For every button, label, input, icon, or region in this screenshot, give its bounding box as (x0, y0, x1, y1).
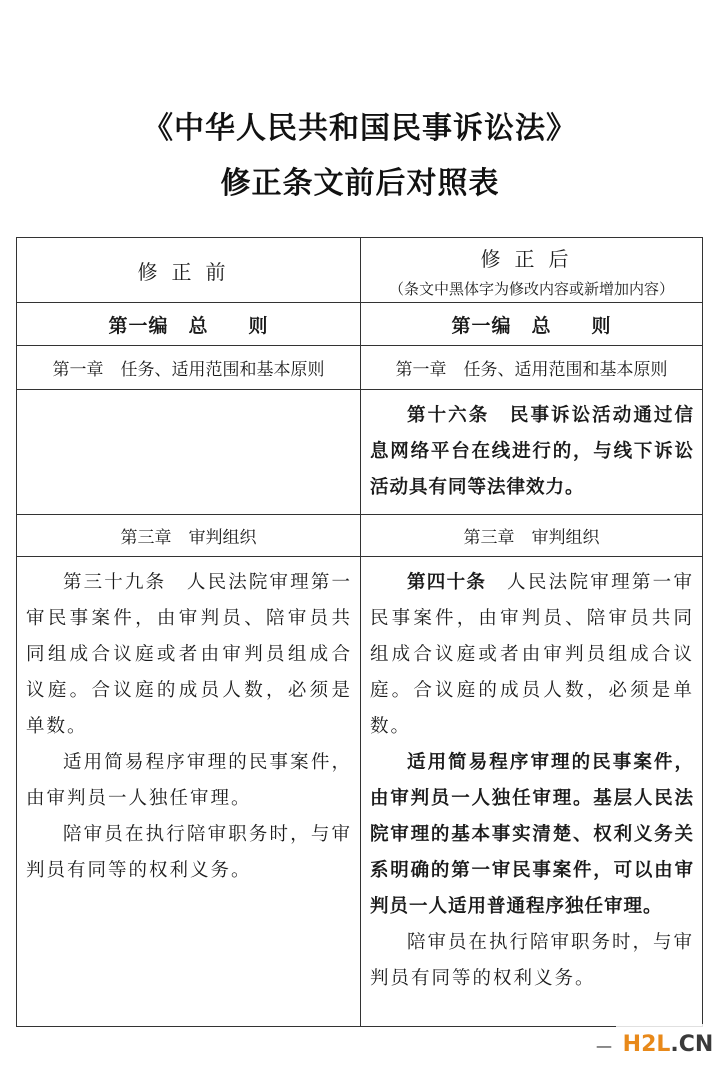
article39-before-cell (17, 557, 361, 1027)
chapter3-after: 第三章 审判组织 (463, 528, 600, 548)
part-before: 第一编 总 则 (108, 314, 269, 337)
article40-after-p1 (370, 565, 694, 745)
article40-after-p3: 陪审员在执行陪审职务时，与审判员有同等的权利义务。 (370, 932, 695, 989)
article39-before-p2: 适用简易程序审理的民事案件，由审判员一人独任审理。 (26, 752, 352, 809)
article16-after-cell (361, 390, 703, 515)
watermark-cn: .CN (670, 1032, 714, 1057)
article39-before-p1: 第三十九条 人民法院审理第一审民事案件，由审判员、陪审员共同组成合议庭或者由审判员组成合议庭。合议庭的成员人数，必须是单数。 (26, 572, 352, 737)
chapter1-before: 第一章 任务、适用范围和基本原则 (52, 360, 325, 380)
comparison-table (16, 237, 703, 1027)
site-watermark (616, 1024, 720, 1065)
header-before-cell (17, 238, 361, 303)
chapter1-row (17, 346, 703, 390)
article16-before-cell (17, 390, 361, 515)
document-title-line1: 《中华人民共和国民事诉讼法》 (143, 111, 577, 146)
article-40-row (17, 557, 703, 1027)
article39-before-p3: 陪审员在执行陪审职务时，与审判员有同等的权利义务。 (26, 824, 352, 881)
part-row (17, 303, 703, 346)
article40-after-cell (361, 557, 703, 1027)
chapter1-after: 第一章 任务、适用范围和基本原则 (395, 360, 668, 380)
header-after-note: （条文中黑体字为修改内容或新增加内容） (388, 280, 674, 298)
header-after-cell (361, 238, 703, 303)
page-number-mark: — (596, 1036, 612, 1055)
article40-after-p2: 适用简易程序审理的民事案件，由审判员一人独任审理。基层人民法院审理的基本事实清楚、权利义务关系明确的第一审民事案件，可以由审判员一人适用普通程序独任审理。 (370, 752, 694, 917)
document-title-line2: 修正条文前后对照表 (220, 166, 500, 201)
article16-after: 第十六条 民事诉讼活动通过信息网络平台在线进行的，与线下诉讼活动具有同等法律效力。 (370, 405, 694, 498)
chapter3-row (17, 515, 703, 557)
article40-after-p1-text: 人民法院审理第一审民事案件，由审判员、陪审员共同组成合议庭或者由审判员组成合议庭。合议庭的成员人数，必须是单数。 (370, 572, 694, 737)
part-after: 第一编 总 则 (451, 314, 612, 337)
article16-row (17, 390, 703, 515)
header-after: 修正后 (480, 247, 583, 271)
article40-number: 第四十条 (407, 572, 487, 593)
table-header-row (17, 238, 703, 303)
header-before: 修正前 (137, 259, 240, 284)
watermark-h2l: H2L (622, 1032, 671, 1057)
chapter3-before: 第三章 审判组织 (120, 528, 257, 548)
